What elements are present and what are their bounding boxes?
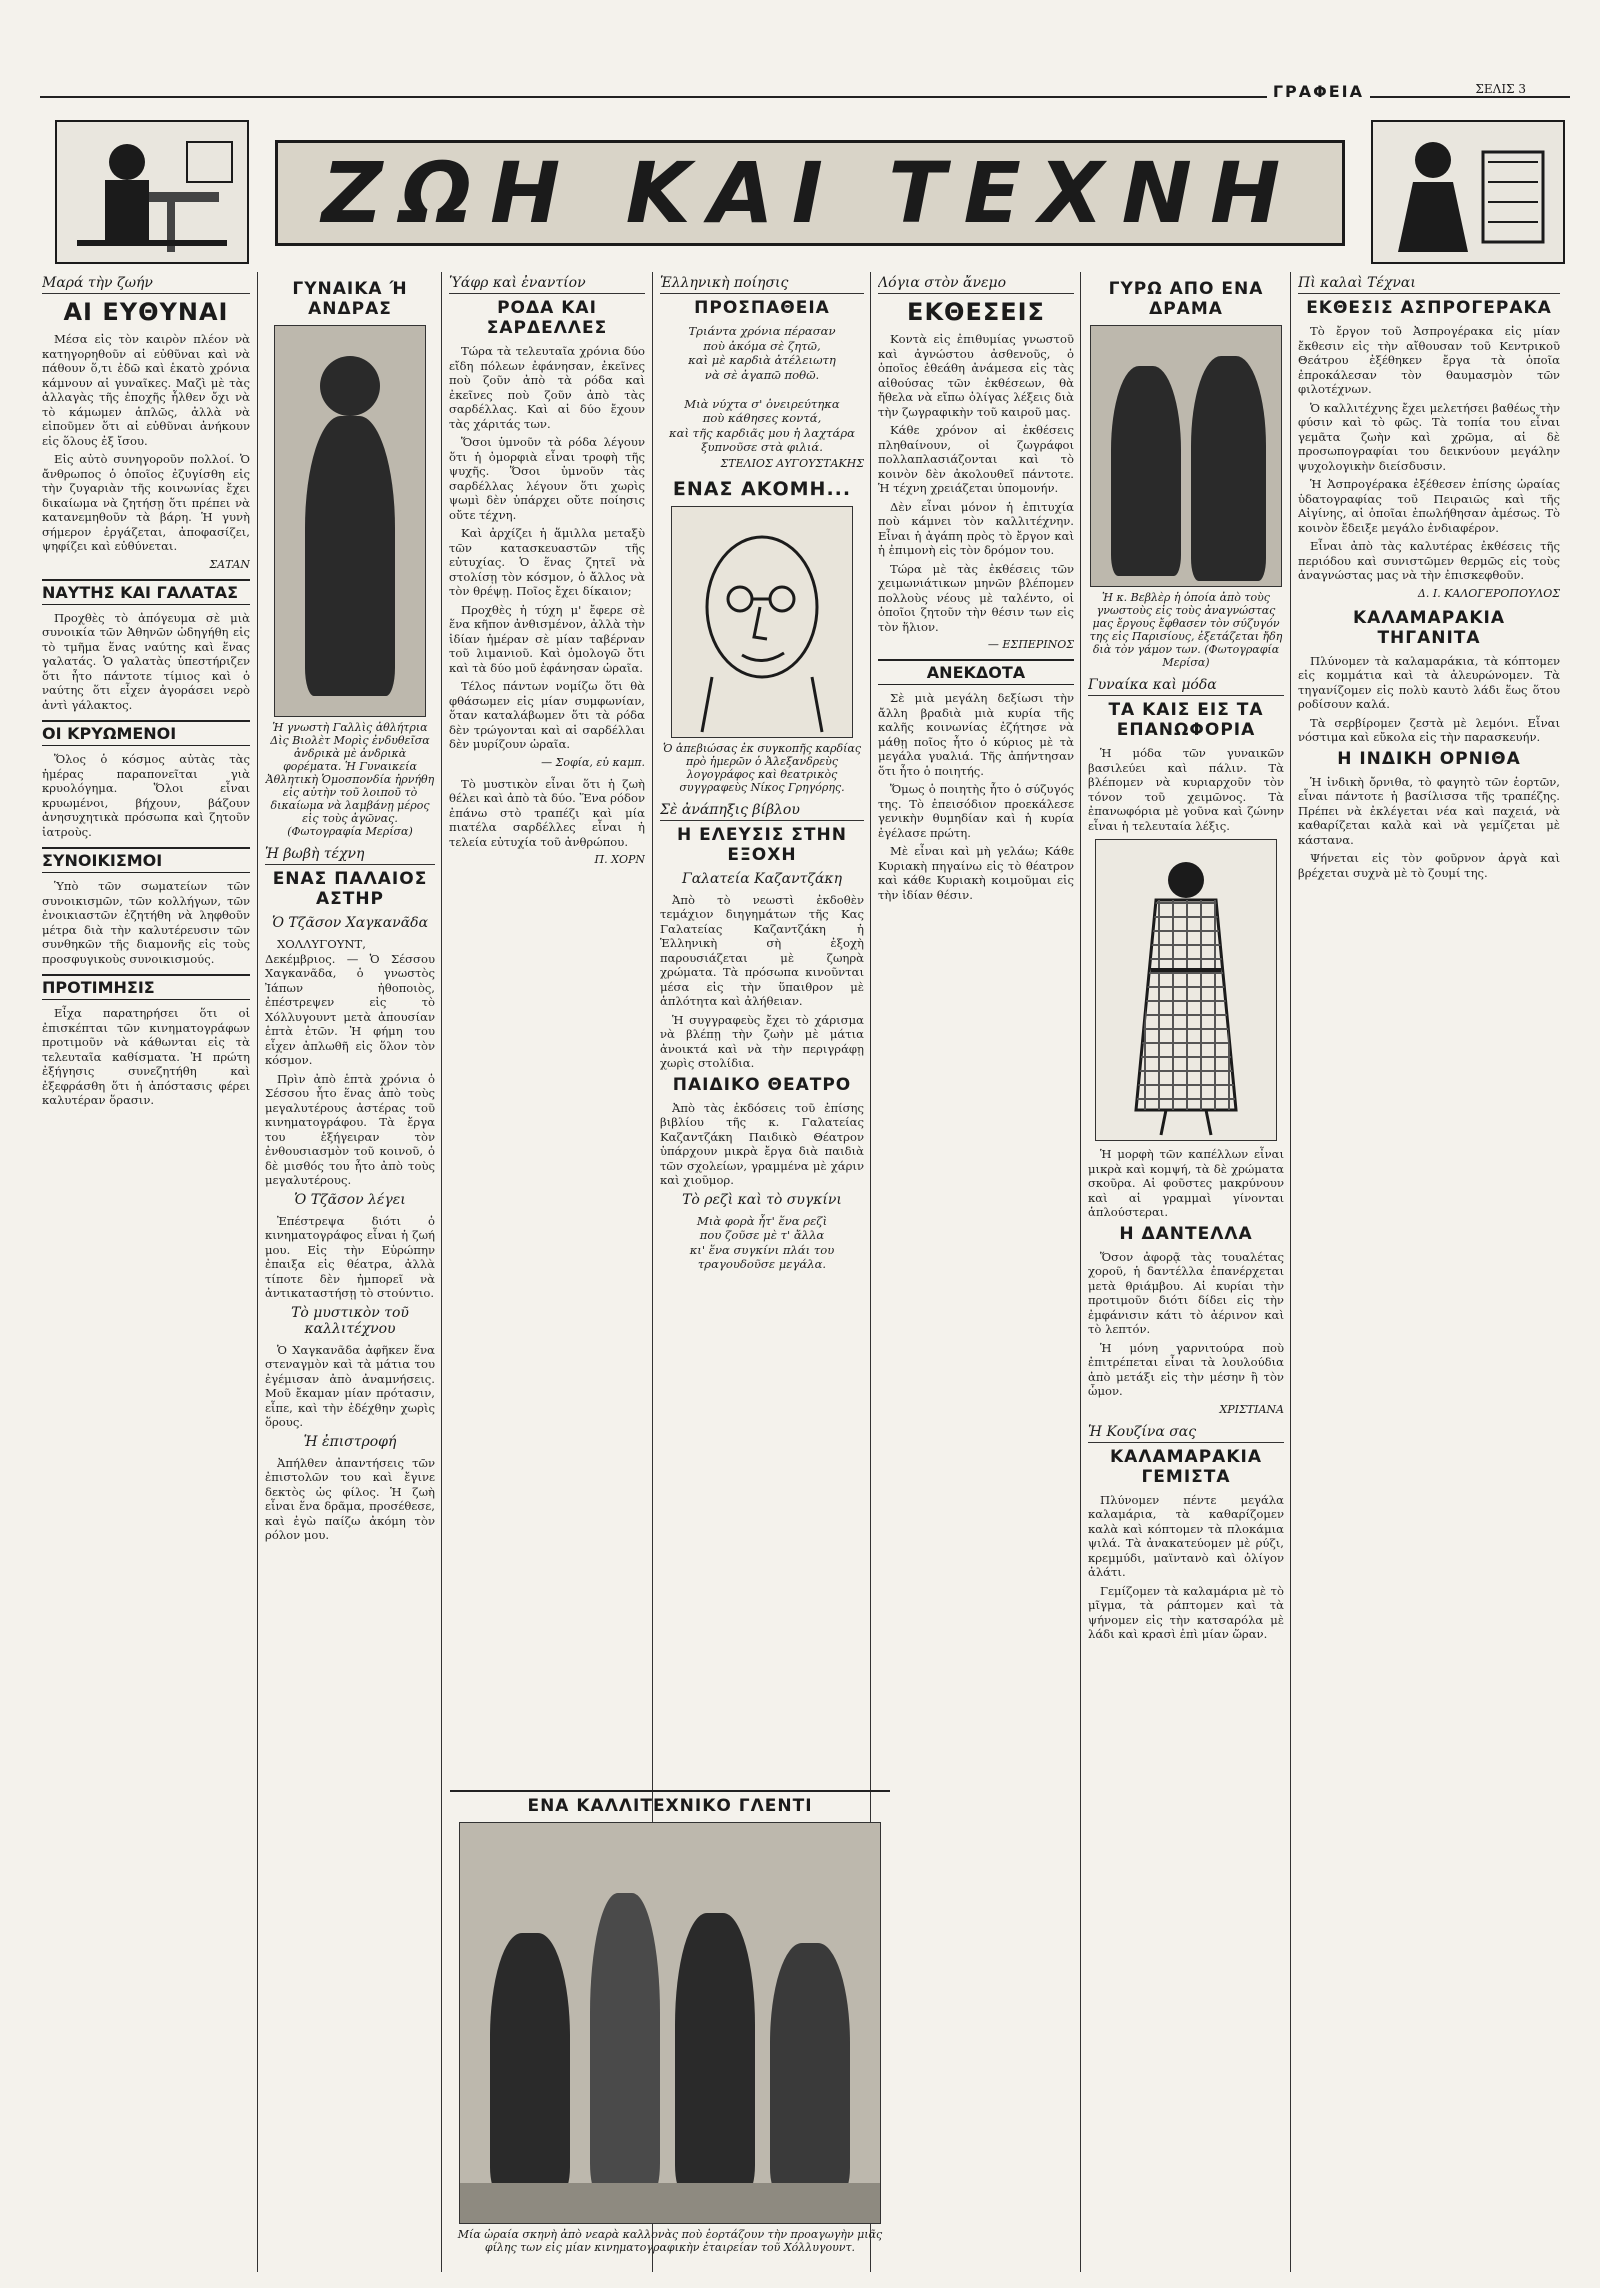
photo-figure (770, 1943, 850, 2193)
article-body (1088, 1147, 1284, 1220)
article-title: Η ΕΛΕΥΣΙΣ ΣΤΗΝ ΕΞΟΧΗ (677, 824, 847, 865)
article-body (1088, 746, 1284, 833)
paragraph: Ὅμως ὁ ποιητὴς ἦτο ὁ σύζυγός της. Τὸ ἐπεισόδιον προεκάλεσε γενικὴν θυμηδίαν καὶ ἡ κυρία ἐγέλασε πρώτη. (878, 782, 1074, 840)
paragraph: Μὲ εἶναι καὶ μὴ γελάω; Κάθε Κυριακὴ πηγαίνω εἰς τὸ θέατρον καὶ κάθε Κυριακὴ κοιμοῦμαι εἰς τὴν ἰδίαν θέσιν. (878, 844, 1074, 902)
paragraph: Πλύνομεν πέντε μεγάλα καλαμάρια, τὰ καθαρίζομεν καλὰ καὶ κόπτομεν τὰ πλοκάμια ψιλά. Τὰ ἀνακατεύομεν μὲ ρύζι, κρεμμύδι, μαϊντανὸ καὶ ὀλίγον ἀλάτι. (1088, 1492, 1284, 1579)
article-title: ΕΝΑΣ ΑΚΟΜΗ... (672, 477, 852, 500)
photo-figure-body (305, 416, 395, 696)
article-signature: ΧΡΙΣΤΙΑΝΑ (1219, 1402, 1284, 1416)
article-signature: Δ. Ι. ΚΑΛΟΓΕΡΟΠΟΥΛΟΣ (1417, 586, 1560, 600)
section-kicker: Ἡ Κουζίνα σας (1088, 1424, 1284, 1443)
section-kicker: Μαρά τὴν ζωήν (42, 275, 250, 294)
paragraph: Ἀπήλθεν ἀπαντήσεις τῶν ἐπιστολῶν του καὶ ἔγινε δεκτὸς ὡς φίλος. Ἡ ζωὴ εἶναι ἕνα δρᾶμα, προσέθεσε, καὶ ἐγὼ παίζω ἀκόμη τὸν ρόλον μου. (265, 1455, 435, 1542)
article-body (1298, 654, 1560, 745)
paragraph: Μέσα εἰς τὸν καιρὸν πλέον νὰ κατηγορηθοῦν αἱ εὐθῦναι καὶ νὰ πάθουν ὅ,τι ἐδῶ καὶ ἑκατὸ χρόνια κάμνουν αἱ γυναῖκες. Μαζὶ μὲ τὰς ἀλλαγὰς τῆς ἐποχῆς ἦλθεν ὄχι νὰ τὸ κάμωμεν ἁπλῶς, ἀλλὰ νὰ εἰποῦμεν ὅτι αἱ εὐθῦναι ἀνήκουν εἰς ὅλους ἐξ ἴσου. (42, 332, 250, 448)
photo-caption: Ἡ γνωστὴ Γαλλὶς ἀθλήτρια Δὶς Βιολὲτ Μορὶς ἐνδυθεῖσα ἀνδρικὰ μὲ ἀνδρικὰ φορέματα. Ἡ Γυναικεία Ἀθλητικὴ Ὁμοσπονδία ἠρνήθη εἰς αὐτὴν τοῦ λοιποῦ τὸ δικαίωμα νὰ λαμβάνῃ μέρος εἰς τοὺς ἀγῶνας. (Φωτογραφία Μερίσα) (265, 721, 435, 838)
fashion-illustration (1095, 839, 1277, 1141)
paragraph: Ἡ μόνη γαρνιτούρα ποὺ ἐπιτρέπεται εἶναι τὰ λουλούδια ἀπὸ μετάξι εἰς τὴν μέσην ἢ τὸν ὦμον. (1088, 1340, 1284, 1398)
article-title: ΚΑΛΑΜΑΡΑΚΙΑ ΤΗΓΑΝΙΤΑ (1353, 607, 1505, 648)
photo-figure-woman (1111, 366, 1181, 576)
athlete-photo (274, 325, 426, 717)
article-subtitle: Τὸ ρεζὶ καὶ τὸ συγκίνι (682, 1191, 842, 1208)
column-divider (1080, 272, 1081, 2272)
woman-illustration-icon (1373, 122, 1563, 262)
paragraph: Ἡ μόδα τῶν γυναικῶν βασιλεύει καὶ πάλιν. Τὰ βλέπομεν νὰ κυριαρχοῦν τὸν τόνον τοῦ χειμῶνος. Τὰ ἐπανωφόρια μὲ γοῦνα καὶ ζώνην εἶναι ἡ τελευταία λέξις. (1088, 746, 1284, 833)
article-title: ΓΥΡΩ ΑΠΟ ΕΝΑ ΔΡΑΜΑ (1108, 279, 1264, 319)
article-signature: — ΕΣΠΕΡΙΝΟΣ (987, 638, 1074, 651)
column-divider (257, 272, 258, 2272)
caricature-portrait-icon (672, 507, 852, 737)
paragraph: Κοντὰ εἰς ἐπιθυμίας γνωστοῦ καὶ ἀγνώστου ἀσθενοῦς, ὁ ὁποῖος ἐθεάθη ἀνάμεσα εἰς τὰς αἰθούσας τῶν ἐκθέσεων, θὰ ἤθελα νὰ εἴπω ὀλίγας λέξεις διὰ τὴν ζωγραφικὴν τοῦ καιροῦ μας. (878, 332, 1074, 419)
column-3 (449, 275, 645, 1775)
column-4 (660, 275, 864, 1775)
masthead-right-illustration (1371, 120, 1565, 264)
column-divider (441, 272, 442, 2272)
photo-figure (675, 1913, 755, 2193)
article-body (265, 1456, 435, 1543)
article-title: ΡΟΔΑ ΚΑΙ ΣΑΡΔΕΛΛΕΣ (486, 298, 608, 338)
article-title: ΤΑ ΚΑΙΣ ΕΙΣ ΤΑ ΕΠΑΝΩΦΟΡΙΑ (1108, 700, 1264, 740)
paragraph: Εἶναι ἀπὸ τὰς καλυτέρας ἐκθέσεις τῆς περιόδου καὶ συνιστῶμεν θερμῶς εἰς τοὺς ἀναγνώστας μας νὰ τὴν ἐπισκεφθοῦν. (1298, 539, 1560, 582)
masthead-title: ΖΩΗ ΚΑΙ ΤΕΧΝΗ (321, 144, 1299, 242)
article-title: ΕΚΘΕΣΕΙΣ (907, 298, 1045, 326)
party-photo (459, 1822, 881, 2224)
article-body (1088, 1493, 1284, 1642)
masthead-left-illustration (55, 120, 249, 264)
fashion-coat-icon (1096, 840, 1276, 1140)
article-subtitle: Ὁ Τζᾶσον Χαγκανᾶδα (271, 915, 429, 931)
article-title: ΕΚΘΕΣΙΣ ΑΣΠΡΟΓΕΡΑΚΑ (1306, 298, 1552, 318)
paragraph: Προχθὲς τὸ ἀπόγευμα σὲ μιὰ συνοικία τῶν Ἀθηνῶν ὡδηγήθη εἰς τὸ τμῆμα ἕνας ναύτης καὶ ἕνας γαλατάς. Ὁ γαλατὰς ὑπεστήριζεν ὅτι ἦτο πάντοτε τίμιος καὶ ὁ ναύτης ὅτι εἶχεν ἀγοράσει νερὸ ἀντὶ γάλακτος. (42, 610, 250, 712)
column-5 (878, 275, 1074, 2275)
article-body (449, 777, 645, 850)
photo-figure-man (1191, 356, 1266, 581)
feature-photo-block (450, 1790, 890, 2272)
section-kicker: Πὶ καλαὶ Τέχναι (1298, 275, 1560, 294)
article-signature: ΣΤΕΛΙΟΣ ΑΥΓΟΥΣΤΑΚΗΣ (720, 456, 864, 470)
article-body (42, 332, 250, 554)
feature-title: ΕΝΑ ΚΑΛΛΙΤΕΧΝΙΚΟ ΓΛΕΝΤΙ (527, 1796, 813, 1816)
section-kicker: Ἑλληνικὴ ποίησις (660, 275, 864, 294)
article-signature: — Σοφία, εὐ καμπ. (541, 755, 645, 769)
masthead (55, 120, 1565, 260)
header-stamp: ΓΡΑΦΕΙΑ (1267, 82, 1370, 101)
article-subtitle: Ἡ ἐπιστροφή (303, 1433, 397, 1450)
paragraph: Σὲ μιὰ μεγάλη δεξίωσι τὴν ἄλλη βραδιὰ μιὰ κυρία τῆς καλῆς κοινωνίας ἐζήτησε νὰ μάθῃ ποῖος ἦτο ὁ κύριος μὲ τὰ μεγάλα γυαλιά. Τῆς ἀπήντησαν ὅτι ἦτο ὁ ποιητής. (878, 691, 1074, 778)
photo-figure-head (320, 356, 380, 416)
paragraph: Ὑπὸ τῶν σωματείων τῶν συνοικισμῶν, τῶν κολλήγων, τῶν ἐνοικιαστῶν ἐζητήθη νὰ ληφθοῦν μέτρα διὰ τὴν καλυτέρευσιν τῶν συνθηκῶν τῆς διαμονῆς εἰς τοὺς προσφυγικοὺς συνοικισμούς. (42, 879, 250, 966)
paragraph: Ὁ καλλιτέχνης ἔχει μελετήσει βαθέως τὴν φύσιν καὶ τὸ φῶς. Τὰ τοπία του εἶναι γεμᾶτα ζωὴν καὶ χρῶμα, αἱ δὲ προσωπογραφίαι του δεικνύουν μεγάλην ψυχολογικὴν διείσδυσιν. (1298, 400, 1560, 473)
paragraph: ΧΟΛΛΥΓΟΥΝΤ, Δεκέμβριος. — Ὁ Σέσσου Χαγκανᾶδα, ὁ γνωστὸς Ἰάπων ἠθοποιὸς, ἐπέστρεψεν εἰς τὸ Χόλλυγουντ μετὰ ἀπουσίαν ἑπτὰ ἐτῶν. Ἡ φήμη του εἶχεν ἀπλωθῆ εἰς ὅλον τὸν κόσμον. (265, 937, 435, 1067)
article-body (42, 752, 250, 839)
reader-illustration-icon (57, 122, 247, 262)
article-title: ΓΥΝΑΙΚΑ Ή ΑΝΔΡΑΣ (292, 279, 408, 319)
article-subtitle: Ὁ Τζᾶσον λέγει (294, 1191, 406, 1208)
article-signature: ΣΑΤΑΝ (209, 557, 250, 571)
article-title: ΚΑΛΑΜΑΡΑΚΙΑ ΓΕΜΙΣΤΑ (1110, 1446, 1262, 1487)
column-7 (1298, 275, 1560, 2275)
article-title: ΑΝΕΚΔΟΤΑ (878, 659, 1074, 685)
column-1 (42, 275, 250, 2275)
article-body (42, 611, 250, 713)
article-body (1298, 775, 1560, 881)
article-body (265, 937, 435, 1188)
article-title: ΠΡΟΣΠΑΘΕΙΑ (694, 298, 830, 318)
article-subtitle: Τὸ μυστικὸν τοῦ καλλιτέχνου (291, 1304, 409, 1337)
paragraph: Ὅλος ὁ κόσμος αὐτὰς τὰς ἡμέρας παραπονεῖται γιὰ κρυολόγημα. Ὅλοι εἶναι κρυωμένοι, βήχουν, βάζουν ἀνησυχητικὰ πρόσωπα καὶ ζητοῦν ἰατροὺς. (42, 752, 250, 839)
article-title: Η ΙΝΔΙΚΗ ΟΡΝΙΘΑ (1337, 748, 1521, 769)
poem: Μιὰ φορὰ ἦτ' ἕνα ρεζὶ που ζοῦσε μὲ τ' ἄλλα κι' ἕνα συγκίνι πλάι του τραγουδοῦσε μεγάλα. (689, 1213, 835, 1271)
paragraph: Πρὶν ἀπὸ ἑπτὰ χρόνια ὁ Σέσσου ἦτο ἕνας ἀπὸ τοὺς μεγαλυτέρους ἀστέρας τοῦ κινηματογράφου. Τὰ ἔργα του ἐξήγειραν τὸν ἐνθουσιασμὸν τοῦ κοινοῦ, ὁ δὲ μισθός του ἦτο ἀπὸ τοὺς μεγαλυτέρους. (265, 1071, 435, 1187)
section-kicker: Ὑάφρ καὶ ἐναντίον (449, 275, 645, 294)
drawing-caption: Ὁ ἀπεβιώσας ἐκ συγκοπῆς καρδίας πρὸ ἡμερῶν ὁ Ἀλεξανδρεὺς λογογράφος καὶ θεατρικὸς συγγραφεὺς Νίκος Γρηγόρης. (662, 741, 862, 794)
article-title: ΑΙ ΕΥΘΥΝΑΙ (63, 298, 229, 326)
article-body (660, 1101, 864, 1188)
article-body (1088, 1250, 1284, 1399)
top-rule (40, 82, 1570, 102)
article-title: ΠΑΙΔΙΚΟ ΘΕΑΤΡΟ (672, 1074, 852, 1095)
section-kicker: Ἡ βωβὴ τέχνη (265, 846, 435, 865)
paragraph: Ἡ ἰνδικὴ ὄρνιθα, τὸ φαγητὸ τῶν ἑορτῶν, εἶναι πάντοτε ἡ βασίλισσα τῆς τραπέζης. Πρέπει νὰ ἐκλέγεται νέα καὶ παχειά, νὰ καθαρίζεται καλὰ καὶ νὰ γεμίζεται μὲ κάστανα. (1298, 774, 1560, 847)
article-body (660, 893, 864, 1071)
paragraph: Γεμίζομεν τὰ καλαμάρια μὲ τὸ μῖγμα, τὰ ράπτομεν καὶ τὰ ψήνομεν εἰς τὴν κατσαρόλα μὲ λάδι καὶ κρασὶ ἐπὶ μίαν ὥραν. (1088, 1583, 1284, 1641)
paragraph: Προχθὲς ἡ τύχη μ' ἔφερε σὲ ἕνα κῆπον ἀνθισμένον, ἀλλὰ τὴν ἰδίαν ἡμέραν σὲ μίαν ταβέρναν τοῦ λιμανιοῦ. Καὶ ὁμολογῶ ὅτι καὶ τὰ δύο μοῦ ἐφάνησαν ὡραῖα. (449, 602, 645, 675)
paragraph: Τὰ σερβίρομεν ζεστὰ μὲ λεμόνι. Εἶναι νόστιμα καὶ εὔκολα εἰς τὴν παρασκευήν. (1298, 715, 1560, 744)
article-body (449, 344, 645, 752)
article-signature: Π. ΧΟΡΝ (594, 853, 645, 866)
paragraph: Εἰς αὐτὸ συνηγοροῦν πολλοί. Ὁ ἄνθρωπος ὁ ὁποῖος ἐζυγίσθη εἰς τὴν ζυγαριὰν τῆς κοινωνίας ἔχει δικαίωμα νὰ ζητήσῃ ὅτι πρέπει νὰ κατανεμηθοῦν τὰ βάρη. Ἡ γυνὴ σήμερον ἐργάζεται, ἀποφασίζει, ψηφίζει καὶ εὐθύνεται. (42, 452, 250, 553)
article-body (42, 879, 250, 966)
masthead-title-box (275, 140, 1345, 246)
paragraph: Τέλος πάντων νομίζω ὅτι θὰ φθάσωμεν εἰς μίαν συμφωνίαν, ὅταν καταλάβωμεν ὅτι τὰ ρόδα δὲν τρώγονται καὶ αἱ σαρδέλλαι δὲν μυρίζουν ὡραῖα. (449, 679, 645, 751)
paragraph: Ἀπὸ τὰς ἐκδόσεις τοῦ ἐπίσης βιβλίου τῆς κ. Γαλατείας Καζαντζάκη Παιδικὸ Θέατρον ὑπάρχουν μικρὰ ἔργα διὰ παιδιὰ τῶν σχολείων, γραμμένα μὲ χάριν καὶ χιοῦμορ. (660, 1100, 864, 1187)
paragraph: Ἐπέστρεψα διότι ὁ κινηματογράφος εἶναι ἡ ζωή μου. Εἰς τὴν Εὐρώπην ἐπαιξα εἰς θέατρα, ἀλλὰ τίποτε δὲν ἠμπορεῖ νὰ ἀντικαταστήσῃ τὸ στούντιο. (265, 1213, 435, 1300)
paragraph: Τὸ μυστικὸν εἶναι ὅτι ἡ ζωὴ θέλει καὶ ἀπὸ τὰ δύο. Ἕνα ρόδον ἐπάνω στὸ τραπέζι καὶ μία πιατέλα σαρδέλλες εἶναι ἡ τελεία εὐτυχία τοῦ ἀνθρώπου. (449, 776, 645, 849)
feature-caption: Μία ὡραία σκηνὴ ἀπὸ νεαρὰ καλλονὰς ποὺ ἑορτάζουν τὴν προαγωγὴν μιᾶς φίλης των εἰς μίαν κινηματογραφικὴν ἑταιρείαν τοῦ Χόλλυγουντ. (457, 2228, 883, 2254)
paragraph: Ἡ μορφὴ τῶν καπέλλων εἶναι μικρὰ καὶ κομψή, τὰ δὲ χρώματα σκοῦρα. Αἱ φοῦστες μακρύνουν καὶ αἱ γραμμαὶ γίνονται ἁπλούστεραι. (1088, 1147, 1284, 1219)
column-2 (265, 275, 435, 2275)
article-title: ΣΥΝΟΙΚΙΣΜΟΙ (42, 847, 250, 873)
article-body (1298, 324, 1560, 583)
paragraph: Ἀπὸ τὸ νεωστὶ ἐκδοθὲν τεμάχιον διηγημάτων τῆς Κας Γαλατείας Καζαντζάκη ἡ Ἑλληνικὴ σὴ ἐξοχὴ παρουσιάζεται μὲ ζωηρὰ χρώματα. Τὰ πρόσωπα κινοῦνται μέσα εἰς τὴν ὕπαιθρον μὲ ἁπλότητα καὶ ἀλήθειαν. (660, 892, 864, 1008)
article-title: ΠΡΟΤΙΜΗΣΙΣ (42, 974, 250, 1000)
section-kicker: Λόγια στὸν ἄνεμο (878, 275, 1074, 294)
article-body (265, 1343, 435, 1430)
paragraph: Ψήνεται εἰς τὸν φοῦρνον ἀργὰ καὶ βρέχεται συχνὰ μὲ τὸ ζουμί της. (1298, 851, 1560, 880)
caricature-drawing (671, 506, 853, 738)
column-divider (1290, 272, 1291, 2272)
paragraph: Τώρα μὲ τὰς ἐκθέσεις τῶν χειμωνιάτικων μηνῶν βλέπομεν πολλοὺς νέους μὲ ταλέντο, οἱ ὁποῖοι ζητοῦν τὴν θέσιν των εἰς τὸν ἥλιον. (878, 561, 1074, 634)
paragraph: Κάθε χρόνον αἱ ἐκθέσεις πληθαίνουν, οἱ ζωγράφοι πολλαπλασιάζονται καὶ τὸ κοινὸν δὲν ἀκολουθεῖ πάντοτε. Ἡ τέχνη χρειάζεται ὑπομονήν. (878, 423, 1074, 495)
section-kicker: Γυναίκα καὶ μόδα (1088, 677, 1284, 696)
article-body (878, 691, 1074, 902)
photo-floor (460, 2183, 880, 2223)
section-kicker: Σὲ ἀνάπηξις βίβλου (660, 802, 864, 821)
photo-figure (590, 1893, 660, 2193)
paragraph: Πλύνομεν τὰ καλαμαράκια, τὰ κόπτομεν εἰς κομμάτια καὶ τὰ ἀλευρώνομεν. Τὰ τηγανίζομεν εἰς πολὺ καυτὸ λάδι ἕως ὅτου ροδίσουν καλά. (1298, 653, 1560, 711)
article-body (42, 1006, 250, 1108)
article-title: Η ΔΑΝΤΕΛΛΑ (1119, 1223, 1253, 1244)
photo-caption: Ἡ κ. Βεβλὲρ ἡ ὁποία ἀπὸ τοὺς γνωστοὺς εἰς τοὺς ἀναγνώστας μας ἔργους ἔφθασεν τὸν σύζυγόν της εἰς Παρισίους, ἐξετάζεται ἤδη διὰ τὸν γάμον των. (Φωτογραφία Μερίσα) (1089, 591, 1283, 669)
photo-figure (490, 1933, 570, 2193)
paragraph: Καὶ ἀρχίζει ἡ ἅμιλλα μεταξὺ τῶν κατασκευαστῶν τῆς εὐτυχίας. Ὁ ἕνας ζητεῖ νὰ στολίσῃ τὸν κόσμον, ὁ ἄλλος νὰ τὸν θρέψῃ. Ποῖος ἔχει δίκαιον; (449, 526, 645, 598)
article-body (878, 332, 1074, 634)
header-page-number: ΣΕΛΙΣ 3 (1471, 82, 1530, 96)
paragraph: Ὅσον ἀφορᾷ τὰς τουαλέτας χοροῦ, ἡ δαντέλλα ἐπανέρχεται μετὰ θριάμβου. Αἱ κυρίαι τὴν προτιμοῦν διότι δίδει εἰς τὴν ἐμφάνισιν κάτι τὸ ἀέρινον καὶ τὸ λεπτόν. (1088, 1249, 1284, 1336)
article-title: ΕΝΑΣ ΠΑΛΑΙΟΣ ΑΣΤΗΡ (272, 869, 428, 909)
paragraph: Δὲν εἶναι μόνον ἡ ἐπιτυχία ποὺ κάμνει τὸν καλλιτέχνην. Εἶναι ἡ ἀγάπη πρὸς τὸ ἔργον καὶ ἡ ἐπιμονὴ εἰς τὸν δρόμον του. (878, 499, 1074, 557)
article-title: ΝΑΥΤΗΣ ΚΑΙ ΓΑΛΑΤΑΣ (42, 579, 250, 605)
paragraph: Τὸ ἔργον τοῦ Ἀσπρογέρακα εἰς μίαν ἔκθεσιν εἰς τὴν αἴθουσαν τοῦ Κεντρικοῦ Θεάτρου ἐξέθηκεν ἔργα τὰ ὁποῖα ἐπροκάλεσαν τὸν θαυμασμὸν τῶν φιλοτέχνων. (1298, 324, 1560, 396)
paragraph: Ὅσοι ὑμνοῦν τὰ ρόδα λέγουν ὅτι ἡ ὀμορφιὰ εἶναι τροφὴ τῆς ψυχῆς. Ὅσοι ὑμνοῦν τὰς σαρδέλλας λέγουν ὅτι χωρὶς ψωμὶ δὲν ὑπάρχει οὔτε ποίησις οὔτε τέχνη. (449, 435, 645, 522)
paragraph: Εἶχα παρατηρήσει ὅτι οἱ ἐπισκέπται τῶν κινηματογράφων προτιμοῦν νὰ κάθωνται εἰς τὰ τελευταῖα καθίσματα. Ἡ πρώτη ἐξήγησις συνεζητήθη καὶ ἐξεφράσθη ὅτι ἡ ἀπόστασις φέρει καλυτέραν ὅρασιν. (42, 1006, 250, 1107)
paragraph: Τώρα τὰ τελευταῖα χρόνια δύο εἴδη πόλεων ἐφάνησαν, ἐκεῖνες ποὺ ζοῦν ἀπὸ τὰ ρόδα καὶ ἐκεῖνες ποὺ ζοῦν ἀπὸ τὰς σαρδέλλας. Καὶ αἱ δύο ἔχουν τὰς χάριτάς των. (449, 344, 645, 431)
couple-photo (1090, 325, 1282, 587)
paragraph: Ὁ Χαγκανᾶδα ἀφῆκεν ἕνα στεναγμὸν καὶ τὰ μάτια του ἐγέμισαν ἀπὸ ἀναμνήσεις. Μοῦ ἔκαμαν μίαν πρότασιν, εἶπε, καὶ τὴν ἐδέχθην χωρὶς ὅρους. (265, 1342, 435, 1429)
article-subtitle: Γαλατεία Καζαντζάκη (682, 870, 842, 887)
article-title: ΟΙ ΚΡΥΩΜΕΝΟΙ (42, 720, 250, 746)
paragraph: Ἡ συγγραφεὺς ἔχει τὸ χάρισμα νὰ βλέπῃ τὴν ζωὴν μὲ μάτια ἀνοικτά καὶ νὰ τὴν περιγράφῃ χωρὶς στολίδια. (660, 1012, 864, 1070)
column-6 (1088, 275, 1284, 2275)
paragraph: Ἡ Ἀσπρογέρακα ἐξέθεσεν ἐπίσης ὡραίας ὑδατογραφίας τοῦ Πειραιῶς καὶ τῆς Αἰγίνης, αἱ ὁποῖαι ἐπωλήθησαν ἀμέσως. Τὸ κοινὸν ἔδειξε μεγάλο ἐνδιαφέρον. (1298, 477, 1560, 535)
article-body (265, 1214, 435, 1301)
poem: Τριάντα χρόνια πέρασαν ποὺ ἀκόμα σὲ ζητῶ, καὶ μὲ καρδιὰ ἀτέλειωτη νὰ σὲ ἀγαπῶ ποθῶ. Μιὰ νύχτα σ' ὀνειρεύτηκα ποὺ κάθησες κοντά, καὶ τῆς καρδιᾶς μου ἡ λαχτάρα ξυπνοῦσε στὰ φιλιά. (669, 324, 855, 454)
